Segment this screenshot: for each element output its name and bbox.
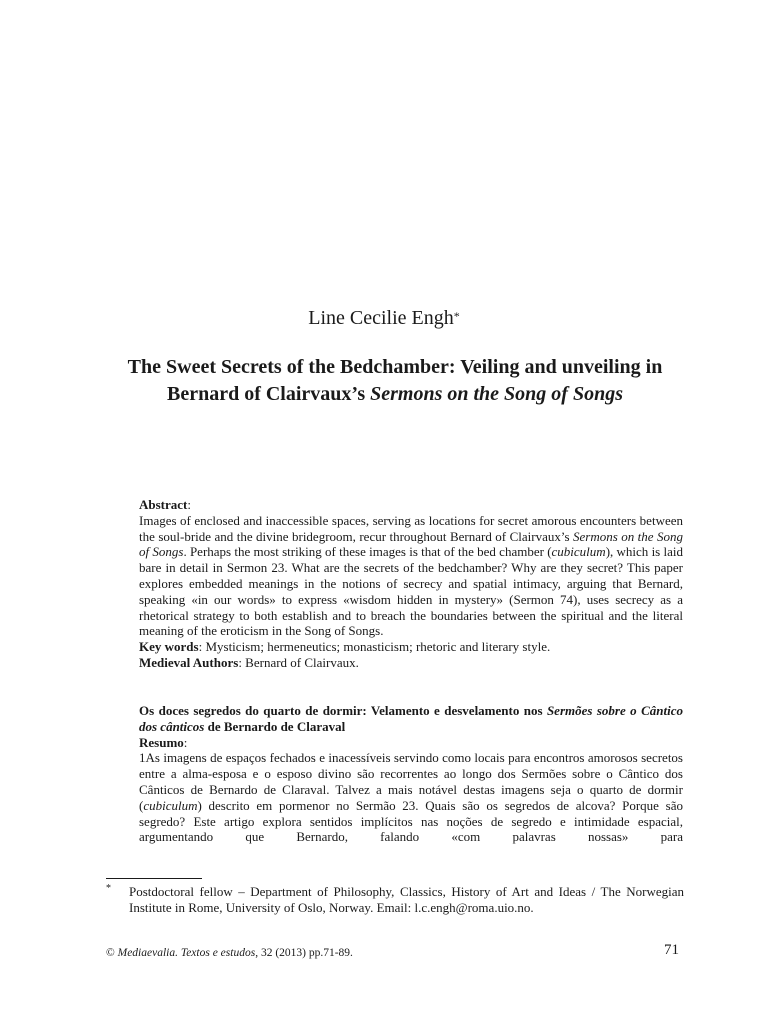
copyright-symbol: ©: [106, 947, 118, 959]
resumo-body: [139, 750, 683, 845]
portuguese-title-2: de Bernardo de Claraval: [204, 718, 346, 734]
abstract-text-1: Images of enclosed and inaccessible spaces, serving as locations for secret amorous encounters between the soul-bride and the divine bridegroom, recur throughout Bernard of Clairvaux’s: [139, 512, 683, 544]
article-title: [100, 354, 690, 408]
title-italic: Sermons on the Song of Songs: [370, 383, 623, 405]
medieval-authors-label: Medieval Authors: [139, 654, 239, 670]
portuguese-title: [139, 703, 683, 735]
journal-name: Mediaevalia. Textos e estudos: [117, 947, 256, 959]
portuguese-section: [139, 703, 683, 845]
footnote-text: Postdoctoral fellow – Department of Philosophy, Classics, History of Art and Ideas / The Norwegian Institute in Rome, University of Oslo, Norway. Email: l.c.engh@roma.uio.no.: [129, 884, 684, 915]
abstract-text-3: ), which is laid bare in detail in Sermon 23. What are the secrets of the bedchamber? Why are they secret? This paper explores embedded meanings in the notions of secrecy and spatial intimacy, arguing that Bernard, speaking «in our words» to express «wisdom hidden in mystery» (Sermon 74), uses secrecy as a rhetorical strategy to both establish and to breach the boundaries between the spiritual and the literal meaning of the eroticism in the Song of Songs.: [139, 544, 683, 639]
resumo-text-italic: cubiculum: [143, 797, 198, 813]
abstract-text-italic-1: Sermons on the Song of Songs: [139, 528, 683, 560]
keywords-label: Key words: [139, 639, 199, 655]
footnote: [106, 884, 684, 916]
footnote-separator: [106, 878, 202, 879]
medieval-authors-text: : Bernard of Clairvaux.: [238, 654, 359, 670]
page-number: 71: [664, 942, 679, 958]
abstract-text-2: . Perhaps the most striking of these images is that of the bed chamber (: [183, 544, 552, 560]
abstract-heading-colon: :: [187, 497, 192, 512]
abstract-body: [139, 513, 683, 639]
keywords-text: : Mysticism; hermeneutics; monasticism; rhetoric and literary style.: [198, 639, 551, 655]
abstract-section: [139, 497, 683, 671]
author-footnote-mark: *: [453, 309, 460, 323]
resumo-text-2: ) descrito em pormenor no Sermão 23. Quais são os segredos de alcova? Porque são segredo? Este artigo explora sentidos implícitos nas noções de segredo e intimidade espacial, argumentando que Bernardo, falando «com palavras nossas» para: [139, 797, 683, 845]
resumo-label: Resumo: [139, 734, 184, 750]
footnote-mark: *: [106, 883, 111, 894]
medieval-authors-line: [139, 655, 683, 671]
abstract-heading-line: [139, 497, 683, 513]
portuguese-title-italic: Sermões sobre o Cântico dos cânticos: [139, 703, 683, 734]
author-name: Line Cecilie Engh: [308, 307, 454, 329]
portuguese-title-1: Os doces segredos do quarto de dormir: Velamento e desvelamento nos: [139, 703, 547, 718]
resumo-text-1: 1As imagens de espaços fechados e inacessíveis servindo como locais para encontros amorosos secretos entre a alma-esposa e o esposo divino são recorrentes ao longo dos Sermões sobre o Cântico dos Cânticos de Bernardo de Claraval. Talvez a mais notável destas imagens seja o quarto de dormir (: [139, 750, 683, 813]
resumo-heading-line: [139, 735, 683, 751]
author-line: [0, 305, 768, 331]
keywords-line: [139, 639, 683, 655]
resumo-colon: :: [183, 734, 188, 750]
abstract-heading: Abstract: [139, 497, 188, 512]
abstract-text-italic-2: cubiculum: [551, 544, 606, 560]
title-main: The Sweet Secrets of the Bedchamber: Veiling and unveiling in Bernard of Clairvaux’s: [127, 356, 663, 405]
journal-details: , 32 (2013) pp.71-89.: [255, 947, 353, 959]
journal-citation: [106, 946, 353, 961]
